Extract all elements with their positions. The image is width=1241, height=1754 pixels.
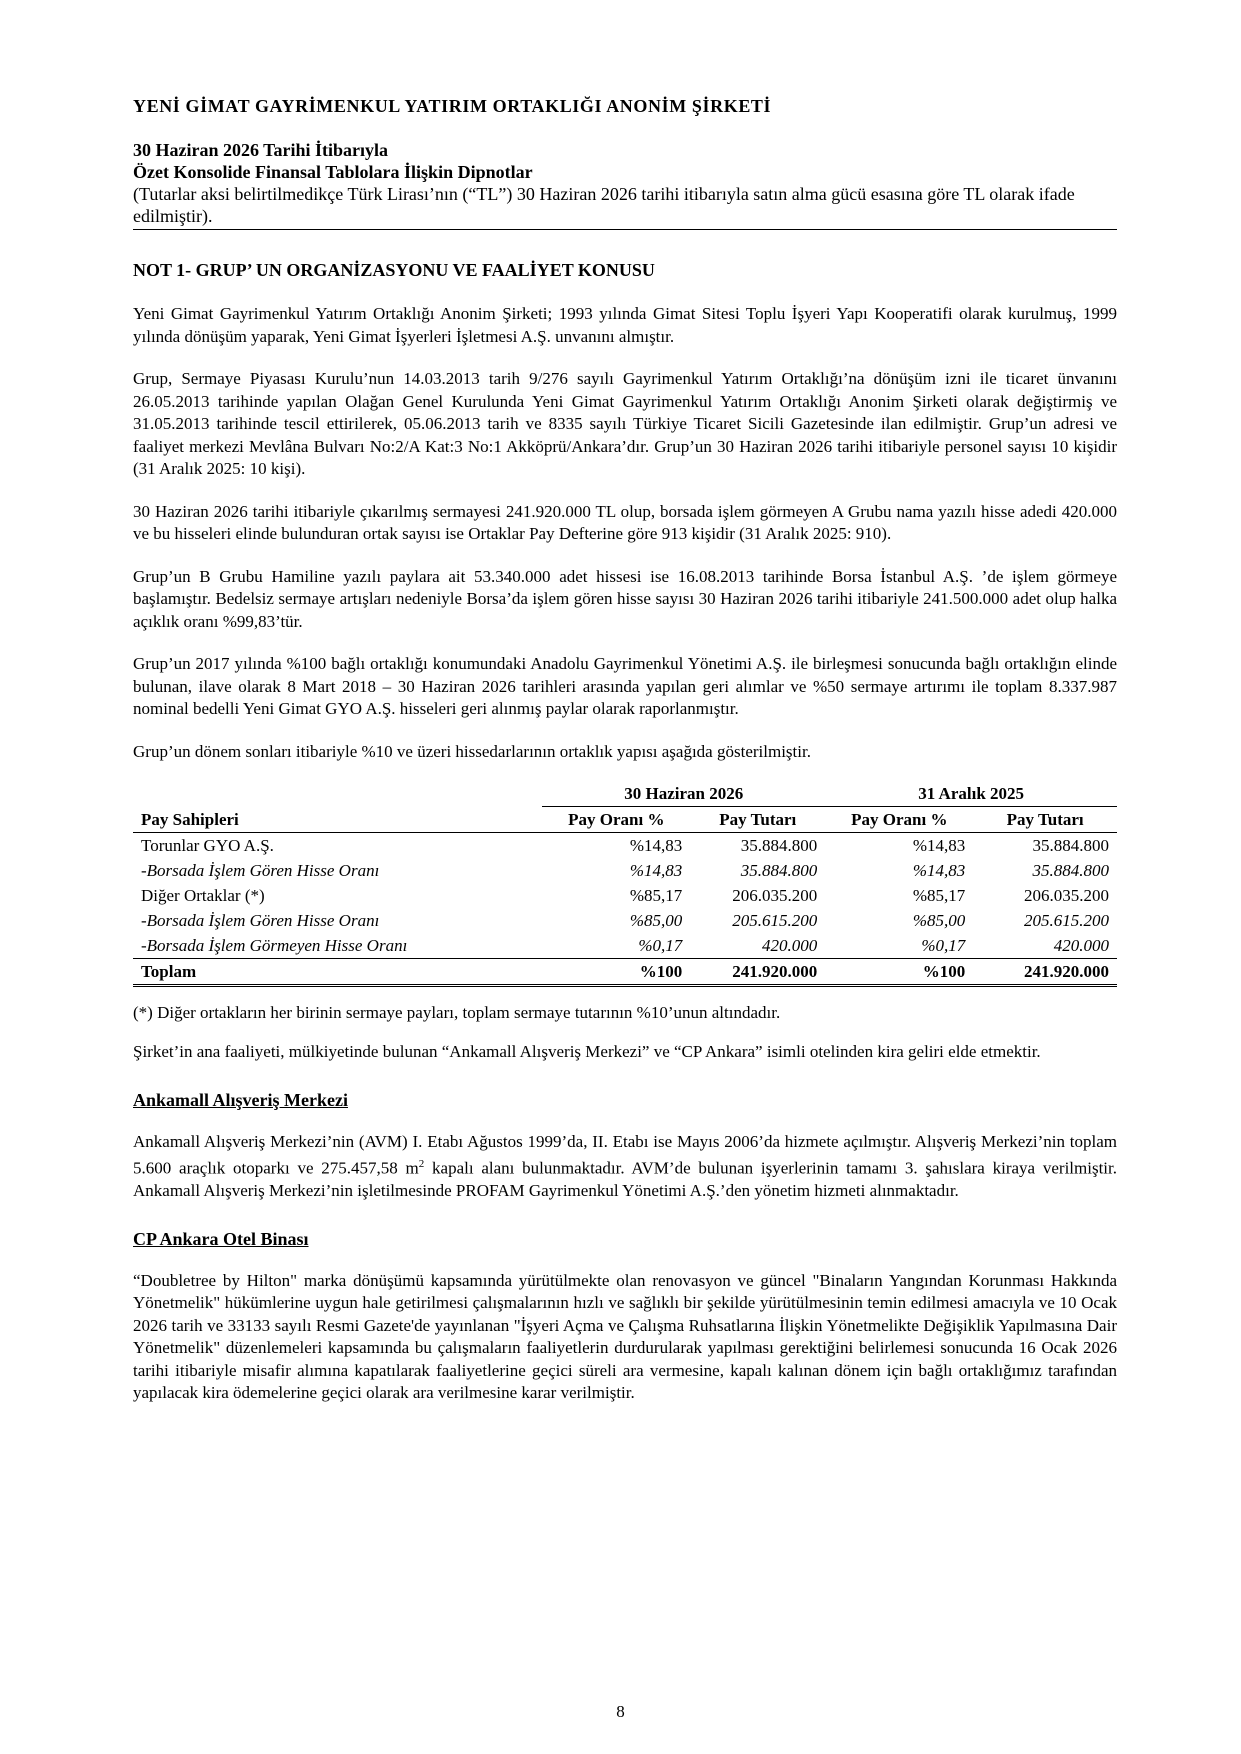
table-total-row: Toplam %100 241.920.000 %100 241.920.000: [133, 959, 1117, 986]
table-row: -Borsada İşlem Gören Hisse Oranı %85,00 205.615.200 %85,00 205.615.200: [141, 911, 1109, 930]
report-date: 30 Haziran 2026 Tarihi İtibarıyla: [133, 140, 389, 160]
report-title: Özet Konsolide Finansal Tablolara İlişkin Dipnotlar: [133, 162, 533, 182]
table-row: Torunlar GYO A.Ş. %14,83 35.884.800 %14,83 35.884.800: [141, 836, 1109, 855]
paragraph-listing: Grup’un B Grubu Hamiline yazılı paylara ait 53.340.000 adet hissesi ise 16.08.2013 tarihinde Borsa İstanbul A.Ş. ’de işlem görmeye başlamıştır. Bedelsiz sermaye artışları nedeniyle Borsa’da işlem gören hisse sayısı 30 Haziran 2026 tarihi itibariyle 241.500.000 adet olup halka açıklık oranı %99,83’tür.: [133, 566, 1117, 631]
section-title: NOT 1- GRUP’ UN ORGANİZASYONU VE FAALİYET KONUSU: [133, 260, 655, 280]
period-2025-header: 31 Aralık 2025: [825, 781, 1117, 807]
period-2026-header: 30 Haziran 2026: [542, 781, 825, 807]
currency-note: (Tutarlar aksi belirtilmedikçe Türk Lirası’nın (“TL”) 30 Haziran 2026 tarihi itibarıyla satın alma gücü esasına göre TL olarak ifade edilmiştir).: [133, 183, 1117, 230]
paragraph-shareholders-intro: Grup’un dönem sonları itibariyle %10 ve üzeri hissedarlarının ortaklık yapısı aşağıda gösterilmiştir.: [133, 741, 811, 761]
paragraph-buyback: Grup’un 2017 yılında %100 bağlı ortaklığı konumundaki Anadolu Gayrimenkul Yönetimi A.Ş. ile birleşmesi sonucunda bağlı ortaklığın elinde bulunan, ilave olarak 8 Mart 2018 – 30 Haziran 2026 tarihleri arasında yapılan geri alımlar ve %50 sermaye artırımı ile toplam 8.337.987 nominal bedelli Yeni Gimat GYO A.Ş. hisseleri geri alınmış paylar olarak raporlanmıştır.: [133, 654, 1117, 718]
table-column-header: [133, 807, 1117, 833]
table-row: Diğer Ortaklar (*) %85,17 206.035.200 %85,17 206.035.200: [141, 886, 1109, 905]
col-ratio-2025: Pay Oranı %: [825, 807, 973, 833]
paragraph-cp-ankara: “Doubletree by Hilton" marka dönüşümü kapsamında yürütülmekte olan renovasyon ve güncel "Binaların Yangından Korunması Hakkında Yönetmelik" hükümlerine uygun hale getirilmesi çalışmalarının hızlı ve sağlıklı bir şekilde yürütülmesinin temin edilmesi amacıyla ve 10 Ocak 2026 tarih ve 33133 sayılı Resmi Gazete'de yayınlanan "İşyeri Açma ve Çalışma Ruhsatlarına İlişkin Yönetmelikte Değişiklik Yapılmasına Dair Yönetmelik" düzenlemeleri kapsamında bu çalışmaların faaliyetlerin durdurularak yapılması gerektiğini belirlemesi sonucunda 16 Ocak 2026 tarihi itibariyle misafir alımına kapatılarak faaliyetlerine geçici süreli ara vermesine, kapalı kalınan dönem için bağlı ortaklığımız tarafından yapılacak kira ödemelerine geçici olarak ara verilmesine karar verilmiştir.: [133, 1270, 1117, 1403]
page-number: 8: [616, 1702, 625, 1721]
col-amount-2026: Pay Tutarı: [690, 807, 825, 833]
document-page: [133, 96, 1117, 1425]
ankamall-heading: Ankamall Alışveriş Merkezi: [133, 1089, 348, 1110]
paragraph-main-activity: Şirket’in ana faaliyeti, mülkiyetinde bulunan “Ankamall Alışveriş Merkezi” ve “CP Ankara” isimli otelinden kira geliri elde etmektir.: [133, 1042, 1041, 1061]
table-row: -Borsada İşlem Görmeyen Hisse Oranı %0,17 420.000 %0,17 420.000: [141, 936, 1109, 955]
paragraph-history: Yeni Gimat Gayrimenkul Yatırım Ortaklığı Anonim Şirketi; 1993 yılında Gimat Sitesi Toplu İşyeri Yapı Kooperatifi olarak kurulmuş, 1999 yılında dönüşüm yaparak, Yeni Gimat İşyerleri İşletmesi A.Ş. unvanını almıştır.: [133, 304, 1117, 346]
col-amount-2025: Pay Tutarı: [973, 807, 1117, 833]
table-period-header: [133, 781, 1117, 807]
table-footnote: (*) Diğer ortakların her birinin sermaye payları, toplam sermaye tutarının %10’unun altındadır.: [133, 1003, 781, 1022]
col-ratio-2026: Pay Oranı %: [542, 807, 690, 833]
company-name: YENİ GİMAT GAYRİMENKUL YATIRIM ORTAKLIĞI ANONİM ŞİRKETİ: [133, 96, 772, 116]
cp-ankara-heading: CP Ankara Otel Binası: [133, 1228, 309, 1249]
col-holder: Pay Sahipleri: [133, 807, 542, 833]
paragraph-capital: 30 Haziran 2026 tarihi itibariyle çıkarılmış sermayesi 241.920.000 TL olup, borsada işlem görmeyen A Grubu nama yazılı hisse adedi 420.000 ve bu hisseleri elinde bulunduran ortak sayısı ise Ortaklar Pay Defterine göre 913 kişidir (31 Aralık 2025: 910).: [133, 501, 1117, 543]
shareholder-table: [133, 781, 1117, 987]
paragraph-ankamall: Ankamall Alışveriş Merkezi’nin (AVM) I. Etabı Ağustos 1999’da, II. Etabı ise Mayıs 2006’da hizmete açılmıştır. Alışveriş Merkezi’nin toplam 5.600 araçlık otoparkı ve 275.457,58 $m^2$ kapalı alanı bulunmaktadır. AVM’de bulunan işyerlerinin tamamı 3. şahıslara kiraya verilmiştir. Ankamall Alışveriş Merkezi’nin işletilmesinde PROFAM Gayrimenkul Yönetimi A.Ş.’den yönetim hizmeti alınmaktadır.: [133, 1131, 1117, 1201]
paragraph-registration: Grup, Sermaye Piyasası Kurulu’nun 14.03.2013 tarih 9/276 sayılı Gayrimenkul Yatırım Ortaklığı’na dönüşüm izni ile ticaret ünvanını 26.05.2013 tarihinde yapılan Olağan Genel Kurulunda Yeni Gimat Gayrimenkul Yatırım Ortaklığı Anonim Şirketi olarak değiştirmiş ve 31.05.2013 tarihinde tescil ettirilerek, 05.06.2013 tarih ve 8335 sayılı Türkiye Ticaret Sicili Gazetesinde ilan edilmiştir. Grup’un adresi ve faaliyet merkezi Mevlâna Bulvarı No:2/A Kat:3 No:1 Akköprü/Ankara’dır. Grup’un 30 Haziran 2026 tarihi itibariyle personel sayısı 10 kişidir (31 Aralık 2025: 10 kişi).: [133, 369, 1117, 478]
table-row: -Borsada İşlem Gören Hisse Oranı %14,83 35.884.800 %14,83 35.884.800: [141, 861, 1109, 880]
